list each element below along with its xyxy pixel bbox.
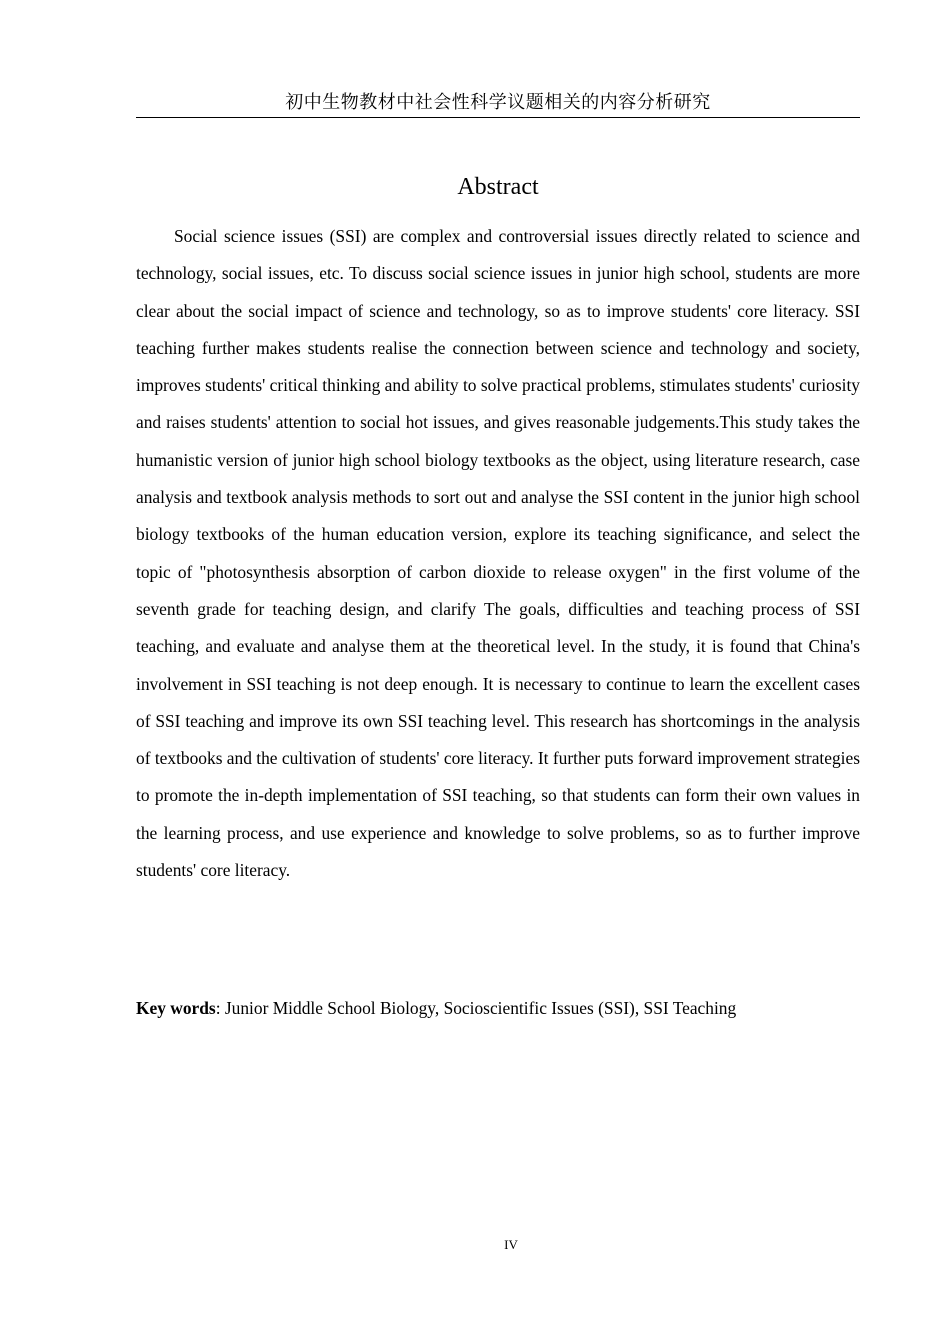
- abstract-paragraph: Social science issues (SSI) are complex and controversial issues directly related to science and technology, social issues, etc. To discuss social science issues in junior high school, students are more clear about the social impact of science and technology, so as to improve students' core literacy. SSI teaching further makes students realise the connection between science and technology and society, improves students' critical thinking and ability to solve practical problems, stimulates students' curiosity and raises students' attention to social hot issues, and gives reasonable judgements.This study takes the humanistic version of junior high school biology textbooks as the object, using literature research, case analysis and textbook analysis methods to sort out and analyse the SSI content in the junior high school biology textbooks of the human education version, explore its teaching significance, and select the topic of "photosynthesis absorption of carbon dioxide to release oxygen" in the first volume of the seventh grade for teaching design, and clarify The goals, difficulties and teaching process of SSI teaching, and evaluate and analyse them at the theoretical level. In the study, it is found that China's involvement in SSI teaching is not deep enough. It is necessary to continue to learn the excellent cases of SSI teaching and improve its own SSI teaching level. This research has shortcomings in the analysis of textbooks and the cultivation of students' core literacy. It further puts forward improvement strategies to promote the in-depth implementation of SSI teaching, so that students can form their own values in the learning process, and use experience and knowledge to solve problems, so as to further improve students' core literacy.: [136, 226, 860, 881]
- keywords-line: [136, 995, 860, 1021]
- keywords-separator: :: [215, 998, 225, 1018]
- page-title: Abstract: [457, 174, 539, 200]
- keywords-text: Junior Middle School Biology, Socioscientific Issues (SSI), SSI Teaching: [224, 998, 737, 1018]
- page-number: IV: [504, 1237, 518, 1252]
- keywords-label: Key words: [136, 998, 216, 1018]
- running-header-title: 初中生物教材中社会性科学议题相关的内容分析研究: [285, 92, 711, 113]
- header-divider: [136, 117, 860, 118]
